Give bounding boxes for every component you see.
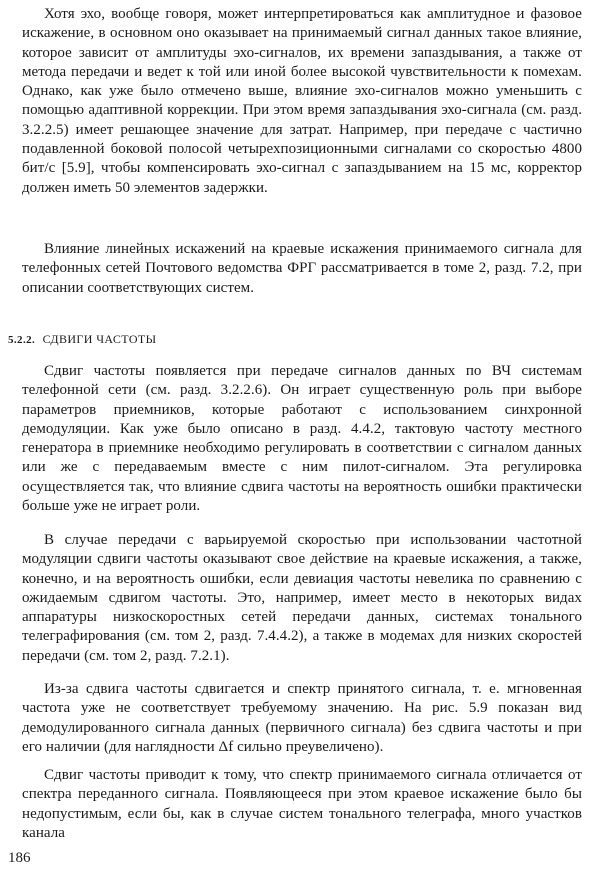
paragraph-echo: Хотя эхо, вообще говоря, может интерпретироваться как амплитудное и фазовое искажение, в основном оно оказывает на принимаемый сигнал данных такое влияние, которое зависит от амплитуды эхо-сигналов, их времени запаздывания, а также от метода передачи и ведет к той или иной более высокой чувствительности к помехам. Однако, как уже было отмечено выше, влияние эхо-сигналов можно уменьшить с помощью адаптивной коррекции. При этом время запаздывания эхо-сигнала (см. разд. 3.2.2.5) имеет решающее значение для затрат. Например, при передаче с частично подавленной боковой полосой четырехпозиционными сигналами со скоростью 4800 бит/с [5.9], чтобы компенсировать эхо-сигнал с запаздыванием на 15 мс, корректор должен иметь 50 элементов задержки. <box>22 6 582 196</box>
paragraph-frequency-shift: Сдвиг частоты появляется при передаче сигналов данных по ВЧ системам телефонной сети (см. разд. 3.2.2.6). Он играет существенную роль при выборе параметров приемников, которые работают с использованием синхронной демодуляции. Как уже было описано в разд. 4.4.2, тактовую частоту местного генератора в приемнике необходимо регулировать в соответствии с сигналом данных или же с передаваемым вместе с ним пилот-сигналом. Эта регулировка осуществляется так, что влияние сдвига частоты на вероятность ошибки практически больше уже не играет роли. <box>22 363 582 515</box>
paragraph-linear-distortion: Влияние линейных искажений на краевые искажения принимаемого сигнала для телефонных сетей Почтового ведомства ФРГ рассматривается в томе 2, разд. 7.2, при описании соответствующих систем. <box>22 241 582 296</box>
paragraph-spectrum-shift: Из-за сдвига частоты сдвигается и спектр принятого сигнала, т. е. мгновенная частота уже не соответствует требуемому значению. На рис. 5.9 показан вид демодулированного сигнала данных (первичного сигнала) без сдвига частоты и при его наличии (для наглядности Δf сильно преувеличено). <box>22 681 582 755</box>
paragraph-variable-speed: В случае передачи с варьируемой скоростью при использовании частотной модуляции сдвиги частоты оказывают свое действие на краевые искажения, а также, конечно, и на вероятность ошибки, если девиация частоты невелика по сравнению с ожидаемым сдвигом частоты. Это, например, имеет место в некоторых видах аппаратуры низкоскоростных сетей передачи данных, системах тонального телеграфирования (см. том 2, разд. 7.4.4.2), а также в модемах для низких скоростей передачи (см. том 2, разд. 7.2.1). <box>22 532 582 664</box>
section-title: СДВИГИ ЧАСТОТЫ <box>42 332 157 346</box>
paragraph-spectrum-difference: Сдвиг частоты приводит к тому, что спектр принимаемого сигнала отличается от спектра переданного сигнала. Появляющееся при этом краевое искажение было бы недопустимым, если бы, как в случае систем тонального телеграфа, много участков канала <box>22 767 582 841</box>
page-number: 186 <box>8 850 31 866</box>
section-heading <box>8 332 157 347</box>
section-number: 5.2.2. <box>8 334 36 346</box>
